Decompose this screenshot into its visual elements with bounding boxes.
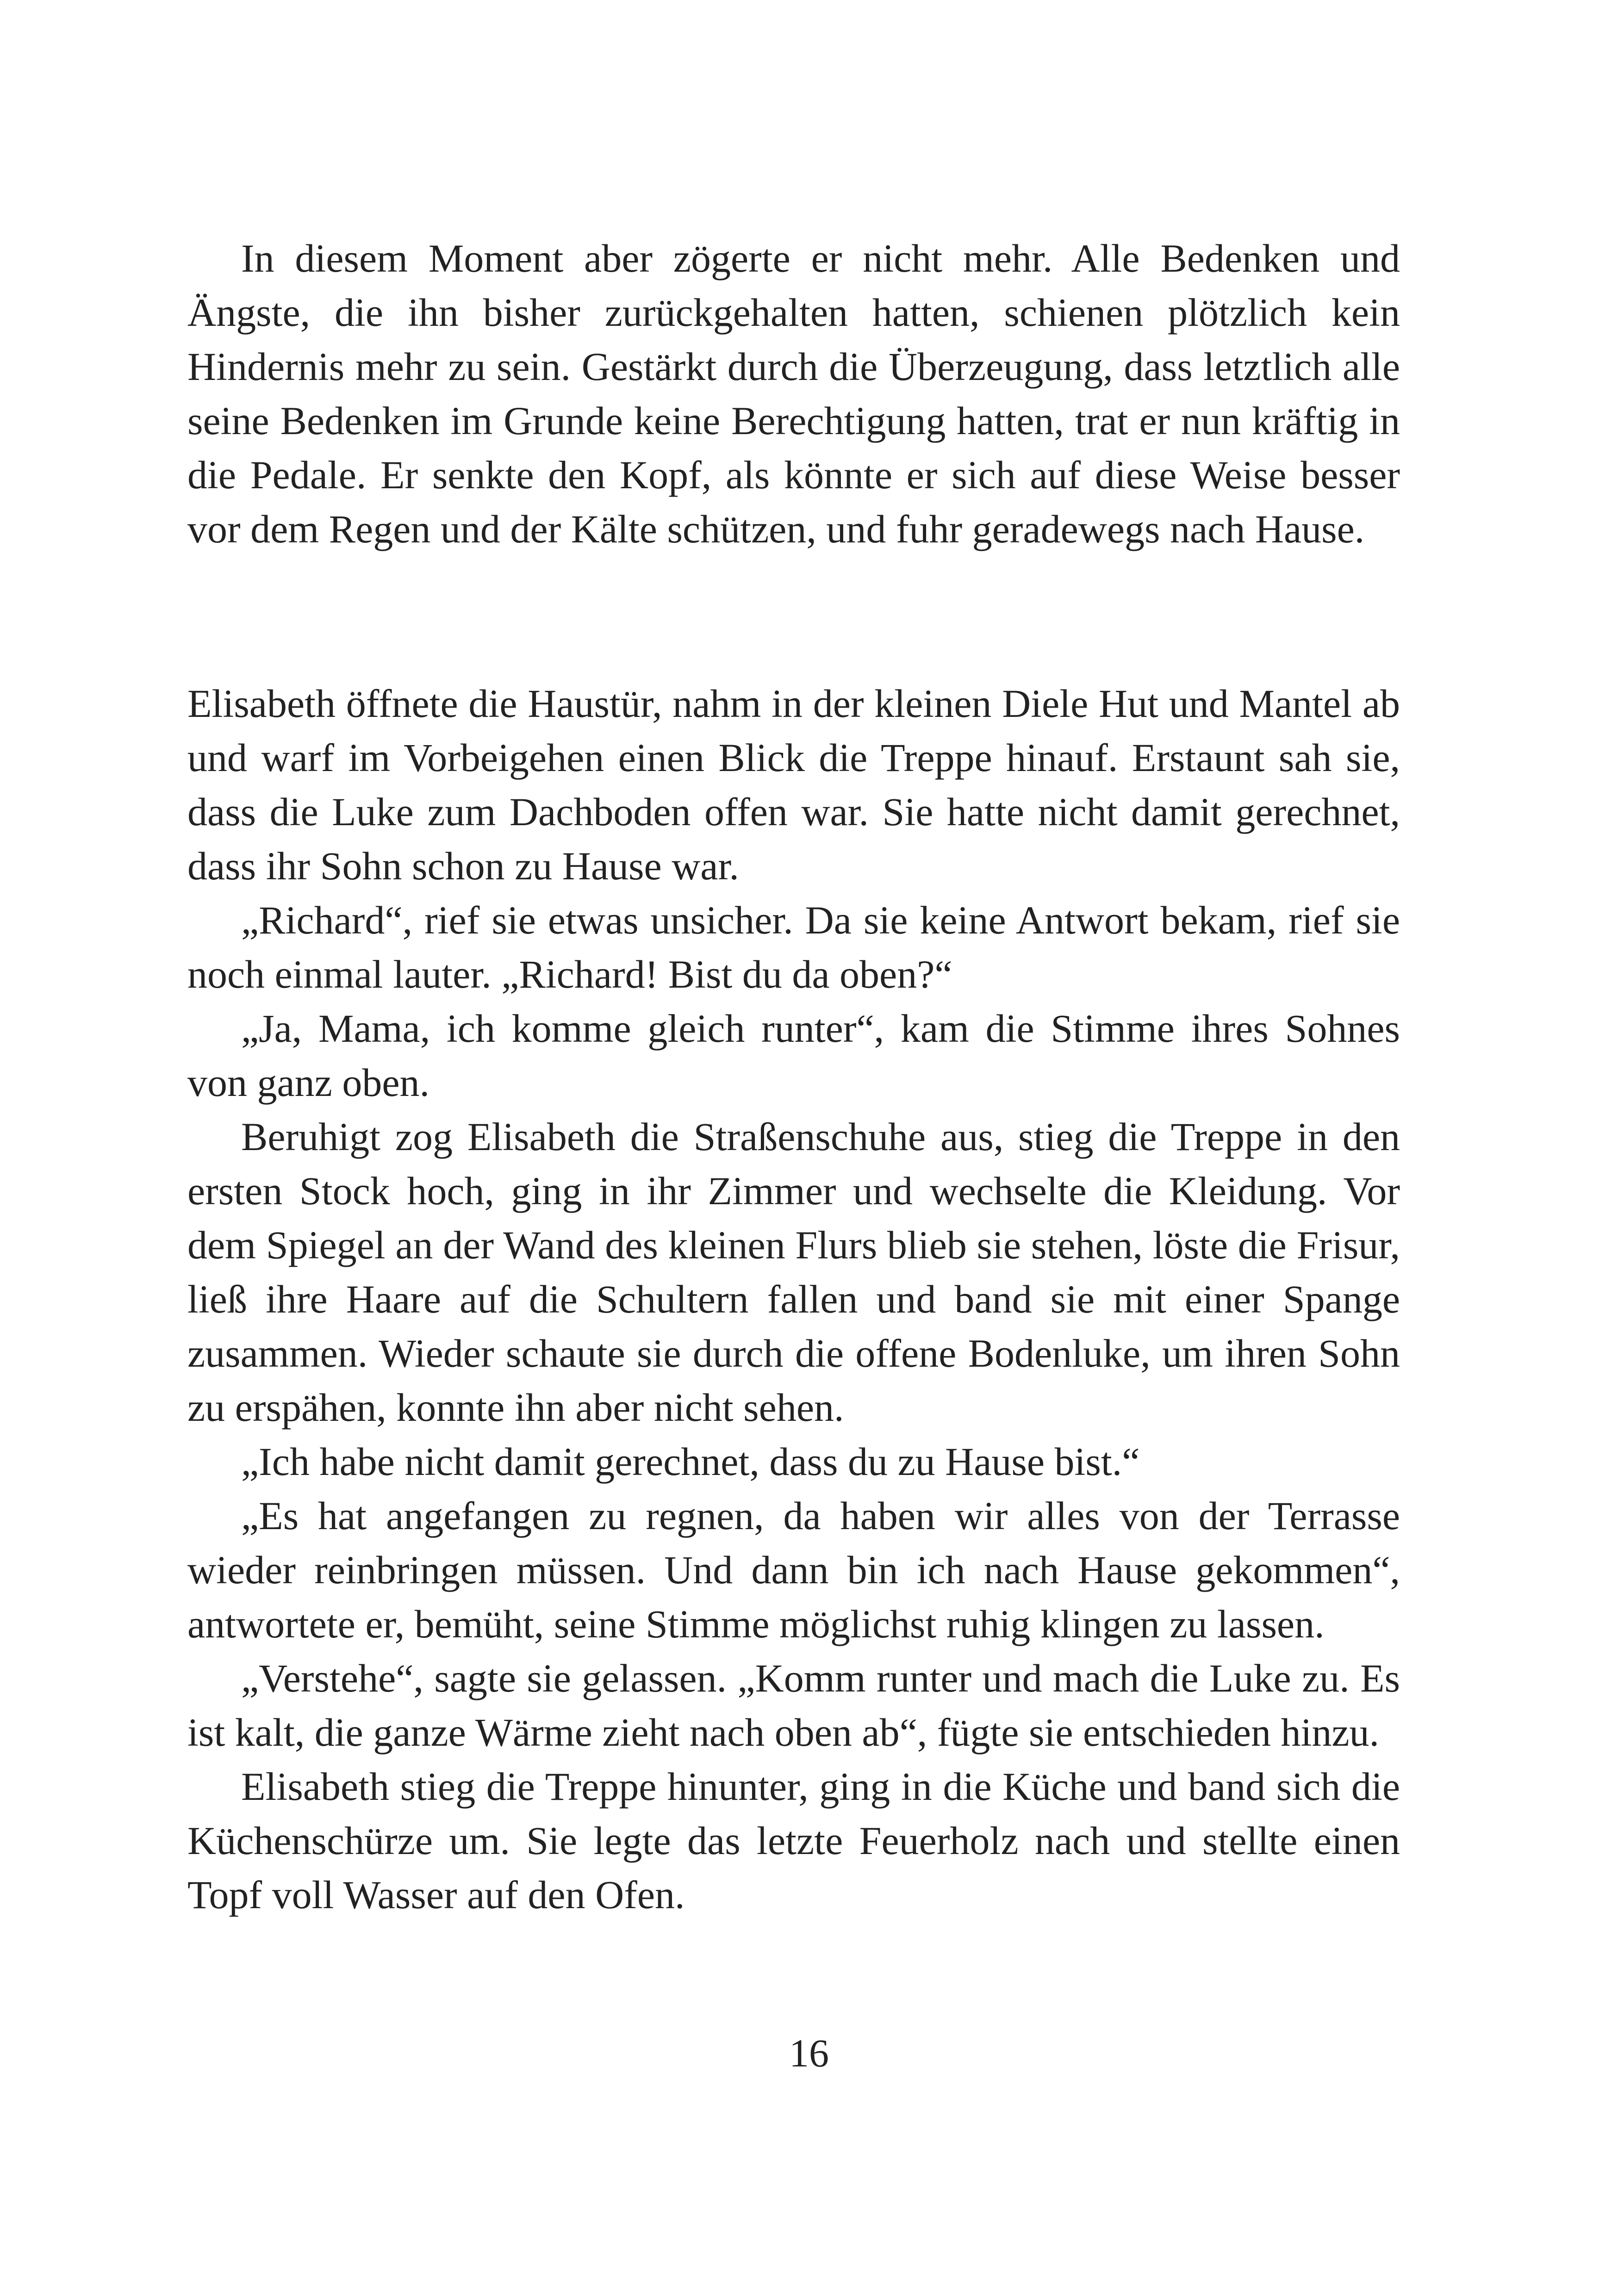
paragraph: „Ich habe nicht damit gerechnet, dass du zu Hause bist.“ bbox=[241, 1439, 1140, 1484]
page-number: 16 bbox=[789, 2031, 829, 2075]
paragraph: Beruhigt zog Elisabeth die Straßenschuhe aus, stieg die Treppe in den ersten Stock hoch, ging in ihr Zimmer und wechselte die Kleidung. Vor dem Spiegel an der Wand des kleinen Flurs blieb sie stehen, löste die Frisur, ließ ihre Haare auf die Schultern fallen und band sie mit einer Spange zusammen. Wieder schaute sie durch die offene Bodenluke, um ihren Sohn zu erspähen, konnte ihn aber nicht sehen. bbox=[187, 1114, 1400, 1430]
paragraph: „Es hat angefangen zu regnen, da haben wir alles von der Terrasse wieder reinbringen müssen. Und dann bin ich nach Hause gekommen“, antwortete er, bemüht, seine Stimme möglichst ruhig klingen zu lassen. bbox=[187, 1493, 1400, 1646]
paragraph: „Ja, Mama, ich komme gleich runter“, kam die Stimme ihres Sohnes von ganz oben. bbox=[187, 1006, 1400, 1105]
paragraph: In diesem Moment aber zögerte er nicht mehr. Alle Bedenken und Ängste, die ihn bisher zurückgehalten hatten, schienen plötzlich kein Hindernis mehr zu sein. Gestärkt durch die Überzeugung, dass letztlich alle seine Bedenken im Grunde keine Berechtigung hatten, trat er nun kräftig in die Pedale. Er senkte den Kopf, als könnte er sich auf diese Weise besser vor dem Regen und der Kälte schützen, und fuhr geradewegs nach Hause. bbox=[187, 236, 1400, 551]
text-section-1 bbox=[187, 231, 1400, 556]
text-section-2 bbox=[187, 677, 1400, 1922]
paragraph: Elisabeth stieg die Treppe hinunter, ging in die Küche und band sich die Küchenschürze um. Sie legte das letzte Feuerholz nach und stellte einen Topf voll Wasser auf den Ofen. bbox=[187, 1764, 1400, 1917]
paragraph: Elisabeth öffnete die Haustür, nahm in der kleinen Diele Hut und Mantel ab und warf im Vorbeigehen einen Blick die Treppe hinauf. Erstaunt sah sie, dass die Luke zum Dachboden offen war. Sie hatte nicht damit gerechnet, dass ihr Sohn schon zu Hause war. bbox=[187, 681, 1400, 888]
paragraph: „Verstehe“, sagte sie gelassen. „Komm runter und mach die Luke zu. Es ist kalt, die ganze Wärme zieht nach oben ab“, fügte sie entschieden hinzu. bbox=[187, 1656, 1400, 1755]
paragraph: „Richard“, rief sie etwas unsicher. Da sie keine Antwort bekam, rief sie noch einmal lauter. „Richard! Bist du da oben?“ bbox=[187, 898, 1400, 996]
